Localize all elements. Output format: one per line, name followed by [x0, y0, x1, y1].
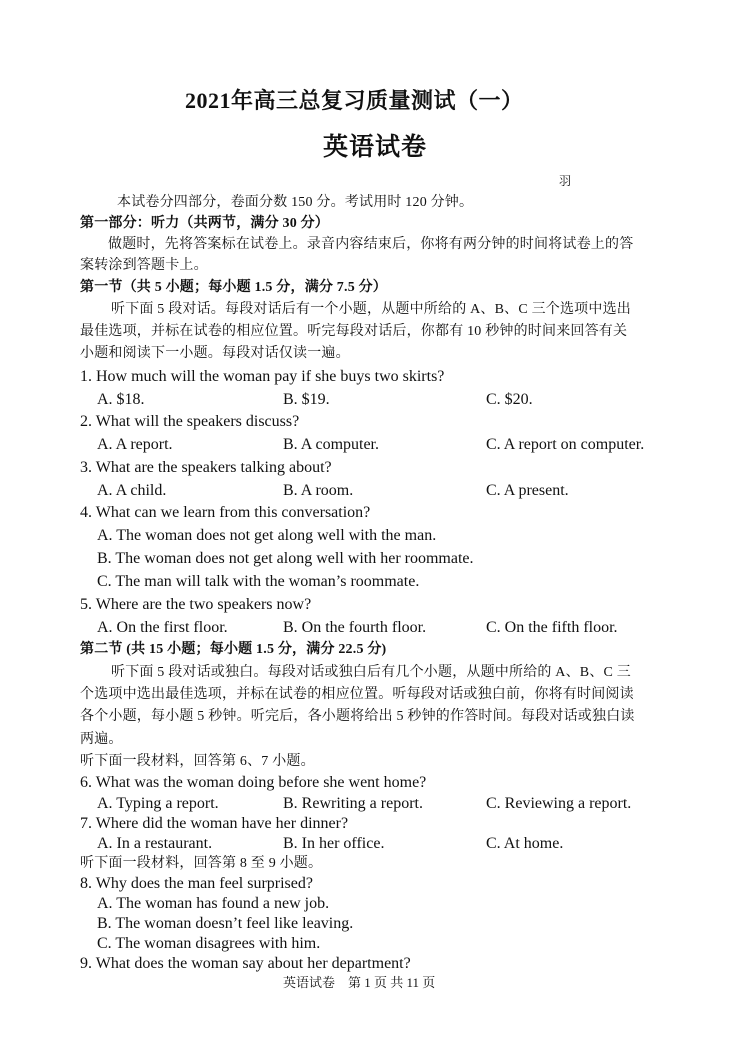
section1-instruction: 小题和阅读下一小题。每段对话仅读一遍。 — [80, 346, 350, 361]
option-b: B. On the fourth floor. — [283, 619, 427, 636]
option-c: C. $20. — [486, 391, 533, 408]
option-a: A. $18. — [97, 391, 145, 408]
question-stem: 7. Where did the woman have her dinner? — [80, 815, 349, 832]
option-b: B. The woman does not get along well with her roommate. — [97, 550, 474, 567]
option-a: A. The woman has found a new job. — [97, 895, 330, 912]
material-note: 听下面一段材料，回答第 6、7 小题。 — [80, 754, 315, 769]
question-stem: 6. What was the woman doing before she went home? — [80, 774, 427, 791]
option-c: C. A present. — [486, 482, 569, 499]
exam-subtitle: 英语试卷 — [323, 134, 428, 161]
option-b: B. In her office. — [283, 835, 385, 852]
section1-instruction: 听下面 5 段对话。每段对话后有一个小题，从题中所给的 A、B、C 三个选项中选出 — [111, 302, 631, 317]
option-c: C. On the fifth floor. — [486, 619, 618, 636]
option-c: C. The woman disagrees with him. — [97, 935, 321, 952]
option-c: C. At home. — [486, 835, 564, 852]
section2-instruction: 听下面 5 段对话或独白。每段对话或独白后有几个小题，从题中所给的 A、B、C 三 — [111, 665, 631, 680]
question-stem: 1. How much will the woman pay if she buys two skirts? — [80, 368, 445, 385]
exam-title: 2021年高三总复习质量测试（一） — [185, 88, 524, 113]
section2-instruction: 个选项中选出最佳选项，并标在试卷的相应位置。听每段对话或独白前，你将有时间阅读 — [80, 687, 634, 702]
option-a: A. Typing a report. — [97, 795, 219, 812]
option-c: C. Reviewing a report. — [486, 795, 632, 812]
option-b: B. Rewriting a report. — [283, 795, 423, 812]
part1-instruction: 案转涂到答题卡上。 — [80, 258, 208, 273]
question-stem: 2. What will the speakers discuss? — [80, 413, 300, 430]
material-note: 听下面一段材料，回答第 8 至 9 小题。 — [80, 856, 323, 871]
section1-heading: 第一节（共 5 小题；每小题 1.5 分，满分 7.5 分） — [80, 280, 387, 295]
option-a: A. In a restaurant. — [97, 835, 213, 852]
corner-mark: 羽 — [559, 174, 572, 188]
section2-instruction: 两遍。 — [80, 732, 123, 747]
option-b: B. $19. — [283, 391, 330, 408]
option-a: A. A report. — [97, 436, 173, 453]
option-a: A. A child. — [97, 482, 167, 499]
section2-heading: 第二节 (共 15 小题；每小题 1.5 分，满分 22.5 分) — [80, 642, 387, 657]
section1-instruction: 最佳选项，并标在试卷的相应位置。听完每段对话后，你都有 10 秒钟的时间来回答有关 — [80, 324, 628, 339]
option-a: A. The woman does not get along well with the man. — [97, 527, 437, 544]
option-b: B. A computer. — [283, 436, 379, 453]
option-b: B. The woman doesn’t feel like leaving. — [97, 915, 354, 932]
option-a: A. On the first floor. — [97, 619, 228, 636]
question-stem: 4. What can we learn from this conversation? — [80, 504, 371, 521]
intro-text: 本试卷分四部分，卷面分数 150 分。考试用时 120 分钟。 — [117, 195, 474, 210]
part1-instruction: 做题时，先将答案标在试卷上。录音内容结束后，你将有两分钟的时间将试卷上的答 — [108, 237, 634, 252]
page-footer: 英语试卷 第 1 页 共 11 页 — [283, 975, 436, 990]
question-stem: 5. Where are the two speakers now? — [80, 596, 312, 613]
option-c: C. The man will talk with the woman’s roommate. — [97, 573, 420, 590]
option-b: B. A room. — [283, 482, 354, 499]
question-stem: 8. Why does the man feel surprised? — [80, 875, 313, 892]
part1-heading: 第一部分：听力（共两节，满分 30 分） — [80, 216, 329, 231]
question-stem: 9. What does the woman say about her department? — [80, 955, 411, 972]
section2-instruction: 各个小题，每小题 5 秒钟。听完后，各小题将给出 5 秒钟的作答时间。每段对话或独白读 — [80, 709, 635, 724]
question-stem: 3. What are the speakers talking about? — [80, 459, 332, 476]
option-c: C. A report on computer. — [486, 436, 645, 453]
